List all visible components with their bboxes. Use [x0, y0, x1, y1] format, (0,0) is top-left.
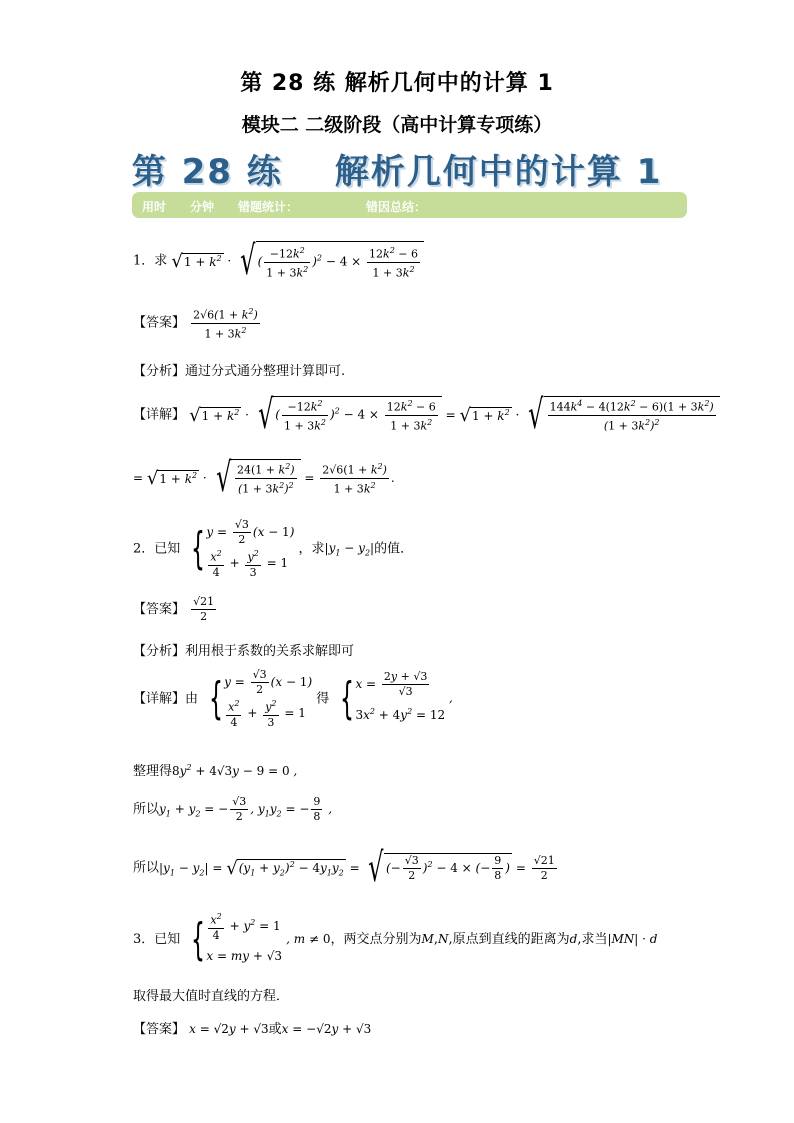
analysis-1 — [133, 360, 345, 379]
banner-right: 解析几何中的计算 1 — [334, 152, 663, 192]
answer-label: 【答案】 — [133, 1022, 186, 1037]
time-label: 用时 — [142, 200, 167, 214]
answer-label: 【答案】 — [133, 315, 186, 331]
question-3-mid2: 原点到直线的距离为 — [452, 931, 570, 947]
analysis-label: 【分析】 — [133, 364, 186, 379]
question-1: 1．求 $√1 + k^2$ · √ ( $\frac{-12k^2}{1 + 3k^2}$ )$^2$ − 4 × $\frac{12k^2 - 6}{1 + 3k^2}$ — [133, 238, 424, 284]
error-summary-label: 错因总结： — [366, 200, 427, 214]
question-3-mid3: 求当 — [581, 931, 608, 947]
detail-2-simplify-prefix: 整理得 — [133, 764, 173, 779]
question-2-ask-tail: 的值． — [374, 541, 414, 557]
detail-label: 【详解】 — [133, 691, 186, 707]
question-2-prompt: 2．已知 — [133, 541, 181, 557]
banner-title — [0, 144, 794, 193]
detail-2-by: 由 — [185, 691, 199, 707]
answer-3: 【答案】 x = √2y + √3或x = −√2y + √3 — [133, 1022, 372, 1037]
detail-1a: 【详解】 $√1 + k^2$ · √ ( $\frac{-12k^2}{1 + 3k^2}$ )$^2$ − 4 × $\frac{12k^2 - 6}{1 + 3k^2}$ = $√1 + k^2$ · √ $\frac{144k^4 - 4(12k^2 - 6)(1 + 3k^2)}{(1 + 3k^2)^2}$ — [133, 392, 720, 438]
answer-1: 【答案】 $\frac{2√6(1 + k^2)}{1 + 3k^2}$ — [133, 307, 258, 341]
detail-2a: 【详解】由 { y = $\frac{√3}{2}$ (x − 1) $\frac{x^2}{4}$ + $\frac{y^2}{3}$ = 1 得 { x = $\frac{2y + √3}{√3}$ $3x^2 + 4y^2 = 12$ , — [133, 668, 453, 729]
banner-left: 第 28 练 — [131, 152, 283, 192]
answer-3-or: 或 — [268, 1022, 282, 1037]
detail-label: 【详解】 — [133, 407, 186, 423]
detail-2-get: 得 — [316, 691, 330, 707]
analysis-label: 【分析】 — [133, 644, 186, 659]
detail-2-so1: 所以 — [133, 802, 160, 817]
question-2-ask: ，求 — [298, 541, 325, 557]
analysis-2 — [133, 640, 354, 659]
detail-2-so2: 所以 — [133, 860, 160, 876]
answer-2: 【答案】 $\frac{√21}{2}$ — [133, 595, 215, 623]
question-3-mid: ，两交点分别为 — [330, 931, 422, 947]
question-2: 2．已知 { y = $\frac{√3}{2}$ (x − 1) $\frac{x^2}{4}$ + $\frac{y^2}{3}$ = 1 ，求$|y_1 - y_2|$的值． — [133, 518, 414, 579]
analysis-1-text: 通过分式通分整理计算即可. — [185, 364, 346, 379]
minutes-label: 分钟 — [190, 200, 215, 214]
stats-bar — [132, 192, 687, 218]
error-count-label: 错题统计： — [238, 200, 299, 214]
detail-2d: 所以$|y_1 - y_2| = √(y_1 + y_2)^2 - 4y_1y_2$ = √ (− $\frac{√3}{2}$ )$^2$ − 4 × (− $\frac{9}{8}$ ) = $\frac{√21}{2}$ — [133, 845, 555, 891]
page-title: 第 28 练 解析几何中的计算 1 — [240, 71, 554, 96]
answer-label: 【答案】 — [133, 602, 186, 617]
question-3: 3．已知 { $\frac{x^2}{4}$ + $y^2 = 1$ x = my + √3 , m ≠ 0，两交点分别为M,N,原点到直线的距离为d,求当|MN| · d — [133, 912, 658, 965]
detail-2c: 所以$y_1 + y_2$ = − $\frac{√3}{2}$ , $y_1y_2$ = − $\frac{9}{8}$ , — [133, 795, 333, 823]
detail-2b: 整理得$8y^2 + 4√3y - 9 = 0$ , — [133, 763, 298, 779]
question-3-prompt: 3．已知 — [133, 931, 181, 947]
question-3-cont: 取得最大值时直线的方程． — [133, 989, 290, 1004]
detail-1b: = $√1 + k^2$ · √ $\frac{24(1 + k^2)}{(1 + 3k^2)^2}$ = $\frac{2√6(1 + k^2)}{1 + 3k^2}$ . — [133, 455, 395, 501]
module-subtitle: 模块二 二级阶段（高中计算专项练） — [241, 114, 553, 136]
analysis-2-text: 利用根于系数的关系求解即可 — [185, 644, 355, 659]
question-1-prompt: 1．求 — [133, 253, 168, 269]
